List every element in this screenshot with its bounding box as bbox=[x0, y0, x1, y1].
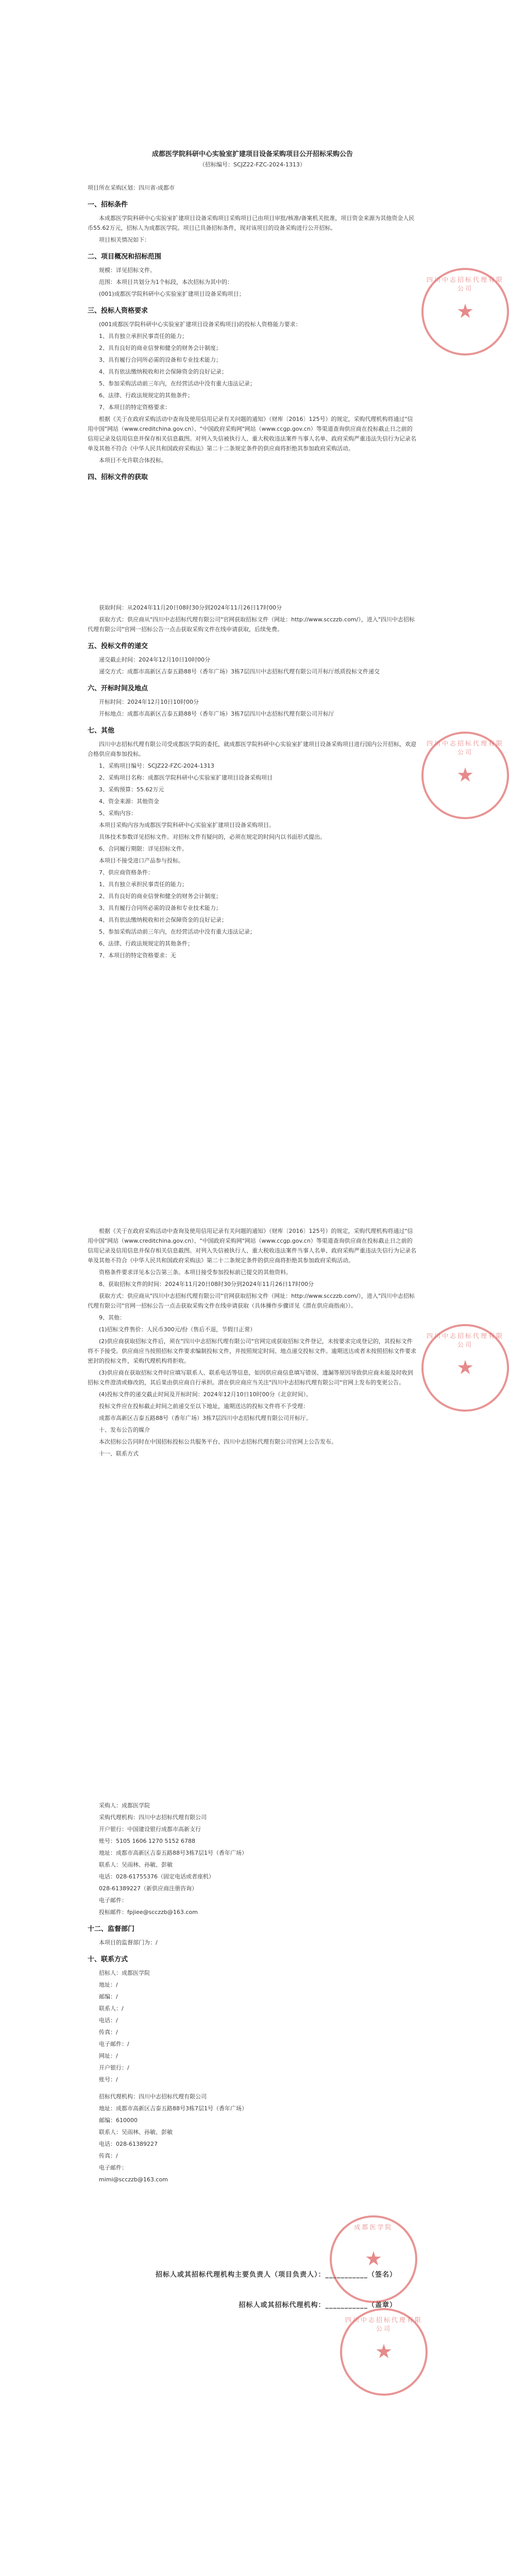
purchaser-contact: 联系人：/ bbox=[99, 2005, 124, 2012]
seal-text: 四川中志招标代理有限公司 bbox=[426, 1332, 504, 1348]
obtain-method: 获取方式：供应商从"四川中志招标代理有限公司"官网获取招标文件（网址：http://www.scczzb.com/），进入"四川中志招标代理有限公司"官网一招标公告一点击获取采购文件在线申请获取，后续免费。 bbox=[88, 616, 415, 633]
page3-paragraph: (2)供应商获取招标文件后，须在"四川中志招标代理有限公司"官网完成获取招标文件登记，未按要求完成登记的，其投标文件将不予接受。供应商应当按照招标文件要求编制投标文件，并按照规定时间、地点递交投标文件。逾期送达或者未按照招标文件要求密封的投标文件，采购代理机构将拒收。 bbox=[88, 1338, 416, 1364]
qualification-item: 7、本项目的特定资格要求： bbox=[99, 404, 171, 411]
qualification-item: 3、具有履行合同所必需的设备和专业技术能力； bbox=[99, 357, 222, 363]
project-number: （招标编号：SCJZ22-FZC-2024-1313） bbox=[199, 161, 306, 168]
contact-line: 028-61389227（新供应商注册咨询） bbox=[99, 1885, 197, 1892]
agent-contact: 传真：/ bbox=[99, 2153, 118, 2159]
section-3-title: 三、投标人资格要求 bbox=[88, 307, 148, 315]
document-page-4 bbox=[0, 1700, 478, 2576]
qualification-item: 7、本项目的特定资格要求：无 bbox=[99, 952, 176, 959]
contact-line: 账号：5105 1606 1270 5152 6788 bbox=[99, 1838, 195, 1844]
other-line: 3、采购预算：55.62万元 bbox=[99, 786, 164, 793]
page-3-content bbox=[88, 1226, 417, 1461]
contact-line: 采购代理机构：四川中志招标代理有限公司 bbox=[99, 1814, 207, 1821]
other-paragraph: 7、供应商资格条件： bbox=[99, 869, 154, 876]
qualification-item: 5、参加采购活动前三年内，在经营活动中没有重大违法记录； bbox=[99, 928, 256, 935]
other-paragraph: 具体技术参数详见招标文件。对招标文件有疑问的，必须在规定的时间内以书面形式提出。 bbox=[99, 834, 326, 840]
seal-star-icon: ★ bbox=[456, 764, 474, 786]
credit-check-paragraph: 根据《关于在政府采购活动中查询及使用信用记录有关问题的通知》（财库〔2016〕125号）的规定，采购代理机构将通过"信用中国"网站（www.creditchina.gov.cn）、"中国政府采购网"网站（www.ccgp.gov.cn）等渠道查询供应商在投标截止日之前的信用记录及信用信息并保存相关信息截图。对列入失信被执行人、重大税收违法案件当事人名单、政府采购严重违法失信行为记录名单及其他不符合《中华人民共和国政府采购法》第二十二条规定条件的供应商将拒绝其参加政府采购活动。 bbox=[88, 1228, 416, 1264]
page3-paragraph: 资格条件要求详见本公告第三条。本项目接受参加投标前已提交的其他资料。 bbox=[99, 1269, 292, 1276]
seal-star-icon: ★ bbox=[375, 2340, 393, 2363]
other-paragraph: 四川中志招标代理有限公司受成都医学院的委托，就成都医学院科研中心实验室扩建项目设备采购项目进行国内公开招标，欢迎合格供应商参加投标。 bbox=[88, 741, 416, 757]
qualification-item: 6、法律、行政法规规定的其他条件； bbox=[99, 392, 193, 399]
official-seal bbox=[421, 268, 509, 355]
contact-line: 开户银行：中国建设银行成都市高新支行 bbox=[99, 1826, 201, 1833]
page3-paragraph: 本次招标公告同时在中国招标投标公共服务平台、四川中志招标代理有限公司官网上公告发布。 bbox=[99, 1438, 337, 1445]
contact-line: 联系人：吴雨林、孙敏、彭敏 bbox=[99, 1861, 173, 1868]
qualification-item: 5、参加采购活动前三年内，在经营活动中没有重大违法记录； bbox=[99, 380, 256, 387]
purchaser-contact: 邮编：/ bbox=[99, 1993, 118, 2000]
consortium-note: 本项目不允许联合体投标。 bbox=[99, 457, 167, 464]
obtain-time: 获取时间：从2024年11月20日08时30分到2024年11月26日17时00分 bbox=[99, 604, 282, 611]
signature-line: 招标人或其招标代理机构主要负责人（项目负责人）：___________（签名） bbox=[155, 2271, 397, 2279]
supervisor-line: 本项目的监督部门为：/ bbox=[99, 1939, 158, 1946]
agent-contact: 电子邮件： bbox=[99, 2164, 127, 2171]
purchaser-seal bbox=[330, 2215, 417, 2303]
seal-text: 成都医学院 bbox=[354, 2224, 393, 2231]
purchaser-contact: 账号：/ bbox=[99, 2076, 118, 2083]
seal-text: 四川中志招标代理有限公司 bbox=[426, 740, 504, 756]
other-line: 4、资金来源：其他资金 bbox=[99, 798, 159, 805]
agent-contact: mimi@scczzb@163.com bbox=[99, 2176, 168, 2183]
document-page-1 bbox=[0, 0, 504, 481]
section-12-title: 十二、监督部门 bbox=[88, 1925, 135, 1933]
section-6-title: 六、开标时间及地点 bbox=[88, 685, 148, 692]
section-1-paragraph: 项目相关情况如下： bbox=[99, 236, 150, 243]
purchaser-contact: 电子邮件：/ bbox=[99, 2041, 129, 2047]
section-contact-title: 十、联系方式 bbox=[88, 1956, 128, 1963]
qualification-item: 6、法律、行政法规规定的其他条件； bbox=[99, 940, 193, 947]
page3-paragraph: 投标文件应在投标截止时间之前递交至以下地址，逾期送达的投标文件将不予受理： bbox=[99, 1403, 309, 1410]
purchaser-contact: 开户银行：/ bbox=[99, 2064, 129, 2071]
qualification-item: 1、具有独立承担民事责任的能力； bbox=[99, 333, 188, 340]
qualification-item: 2、具有良好的商业信誉和健全的财务会计制度； bbox=[99, 893, 222, 900]
page-2-content bbox=[88, 603, 417, 962]
page3-paragraph: 获取方式：供应商从"四川中志招标代理有限公司"官网获取招标文件（网址：http://www.scczzb.com/），进入"四川中志招标代理有限公司"官网一招标公告一点击获取采购文件在线申请获取（具体操作步骤详见《潜在供应商指南》）。 bbox=[88, 1293, 415, 1309]
credit-check-paragraph: 根据《关于在政府采购活动中查询及使用信用记录有关问题的通知》（财库〔2016〕125号）的规定，采购代理机构将通过"信用中国"网站（www.creditchina.gov.cn）、"中国政府采购网"网站（www.ccgp.gov.cn）等渠道查询供应商在投标截止日之前的信用记录及信用信息并保存相关信息截图。对列入失信被执行人、重大税收违法案件当事人名单、政府采购严重违法失信行为记录名单及其他不符合《中华人民共和国政府采购法》第二十二条规定条件的供应商将拒绝其参加政府采购活动。 bbox=[88, 416, 416, 452]
stamp-line: 招标人或其招标代理机构：___________（盖章） bbox=[239, 2301, 397, 2309]
opening-time: 开标时间：2024年12月10日10时00分 bbox=[99, 699, 199, 705]
section-1-title: 一、招标条件 bbox=[88, 201, 128, 209]
section-2-title: 二、项目概况和招标范围 bbox=[88, 253, 162, 261]
agent-contact: 邮编：610000 bbox=[99, 2117, 138, 2124]
section-2-line: 范围：本项目共划分为1个标段，本次招标为其中的： bbox=[99, 279, 233, 285]
seal-star-icon: ★ bbox=[364, 2247, 383, 2270]
section-3-intro: (001成都医学院科研中心实验室扩建项目设备采购项目)的投标人资格能力要求： bbox=[99, 321, 301, 328]
other-paragraph: 本项目不接受进口产品参与投标。 bbox=[99, 857, 184, 864]
qualification-item: 1、具有独立承担民事责任的能力； bbox=[99, 881, 188, 888]
purchaser-contact: 网址：/ bbox=[99, 2053, 118, 2059]
section-1-paragraph: 本成都医学院科研中心实验室扩建项目设备采购项目采购项目已由项目审批/核准/备案机关批准，项目资金来源为其他资金人民币55.62万元，招标人为成都医学院。项目已具备招标条件，现对该项目的设备采购进行公开招标。 bbox=[88, 215, 415, 231]
document-page-2 bbox=[0, 515, 504, 1082]
contact-line: 电子邮件： bbox=[99, 1897, 127, 1904]
other-paragraph: 6、合同履行期限：详见招标文件。 bbox=[99, 845, 188, 852]
page3-paragraph: (1)招标文件售价：人民币300元/份（售后不退，节假日正常） bbox=[99, 1326, 256, 1333]
seal-text: 四川中志招标代理有限公司 bbox=[345, 2316, 422, 2332]
section-4-title: 四、招标文件的获取 bbox=[88, 473, 148, 481]
seal-star-icon: ★ bbox=[456, 300, 474, 323]
purchaser-contact: 电话：/ bbox=[99, 2017, 118, 2024]
agent-contact: 电话：028-61389227 bbox=[99, 2141, 158, 2147]
page-1-content bbox=[88, 149, 417, 486]
official-seal bbox=[421, 732, 509, 819]
agent-contact: 招标代理机构：四川中志招标代理有限公司 bbox=[99, 2093, 207, 2100]
qualification-item: 4、具有依法缴纳税收和社会保障资金的良好记录； bbox=[99, 368, 227, 375]
location-line: 项目所在采购区划：四川省-成都市 bbox=[88, 184, 175, 191]
announcement-title: 成都医学院科研中心实验室扩建项目设备采购项目公开招标采购公告 bbox=[151, 150, 353, 158]
contact-line: 投标邮件：fpjiee@scczzb@163.com bbox=[99, 1909, 198, 1916]
section-2-line: (001)成都医学院科研中心实验室扩建项目设备采购项目； bbox=[99, 291, 245, 297]
submission-method: 递交方式：成都市高新区吉泰五路88号（香年广场）3栋7层四川中志招标代理有限公司开标厅纸质投标文件递交 bbox=[99, 668, 380, 675]
purchaser-contact: 招标人：成都医学院 bbox=[99, 1970, 150, 1976]
qualification-item: 3、具有履行合同所必需的设备和专业技术能力； bbox=[99, 905, 222, 911]
agent-contact: 地址：成都市高新区吉泰五路88号3栋7层1号（香年广场） bbox=[99, 2105, 247, 2112]
opening-location: 开标地点：成都市高新区吉泰五路88号（香年广场）3栋7层四川中志招标代理有限公司开标厅 bbox=[99, 710, 334, 717]
page3-paragraph: 8、获取招标文件的时间：2024年11月20日08时30分到2024年11月26日17时00分 bbox=[99, 1281, 314, 1287]
contact-line: 采购人：成都医学院 bbox=[99, 1802, 150, 1809]
section-5-title: 五、投标文件的递交 bbox=[88, 642, 148, 650]
seal-text: 四川中志招标代理有限公司 bbox=[426, 276, 504, 292]
agent-seal bbox=[340, 2308, 428, 2396]
page3-paragraph: 十一、联系方式 bbox=[99, 1450, 139, 1457]
page3-paragraph: (3)供应商在获取招标文件时应填写联系人、联系电话等信息，如因供应商信息填写错误、遗漏等原因导致供应商未能及时收到招标文件澄清或修改的，其后果由供应商自行承担。潜在供应商应当关注"四川中志招标代理有限公司"官网上发布的变更公告。 bbox=[88, 1369, 413, 1386]
qualification-item: 4、具有依法缴纳税收和社会保障资金的良好记录； bbox=[99, 917, 227, 923]
contact-line: 电话：028-61755376（固定电话或者座机） bbox=[99, 1873, 214, 1880]
other-line: 2、采购项目名称：成都医学院科研中心实验室扩建项目设备采购项目 bbox=[99, 774, 273, 781]
section-2-line: 规模：详见招标文件。 bbox=[99, 267, 156, 274]
official-seal bbox=[421, 1324, 509, 1412]
agent-contact: 联系人：吴雨林、孙敏、彭敏 bbox=[99, 2129, 173, 2136]
page3-paragraph: 9、其他： bbox=[99, 1314, 125, 1321]
qualification-item: 2、具有良好的商业信誉和健全的财务会计制度； bbox=[99, 345, 222, 351]
page3-paragraph: (4)投标文件的递交截止时间及开标时间：2024年12月10日10时00分（北京时间）。 bbox=[99, 1391, 312, 1398]
purchaser-contact: 地址：/ bbox=[99, 1981, 118, 1988]
other-paragraph: 本项目采购内容为成都医学院科研中心实验室扩建项目设备采购项目。 bbox=[99, 822, 275, 828]
other-line: 1、采购项目编号：SCJZ22-FZC-2024-1313 bbox=[99, 762, 214, 769]
other-line: 5、采购内容： bbox=[99, 810, 137, 817]
submission-deadline: 递交截止时间：2024年12月10日10时00分 bbox=[99, 656, 210, 663]
purchaser-contact: 传真：/ bbox=[99, 2029, 118, 2036]
document-page-3 bbox=[0, 1108, 504, 1674]
contact-line: 地址：成都市高新区吉泰五路88号3栋7层1号（香年广场） bbox=[99, 1850, 247, 1856]
seal-star-icon: ★ bbox=[456, 1356, 474, 1379]
page3-paragraph: 十、发布公告的媒介 bbox=[99, 1427, 150, 1433]
section-7-title: 七、其他 bbox=[88, 727, 115, 735]
page3-paragraph: 成都市高新区吉泰五路88号（香年广场）3栋7层四川中志招标代理有限公司开标厅。 bbox=[99, 1415, 312, 1421]
